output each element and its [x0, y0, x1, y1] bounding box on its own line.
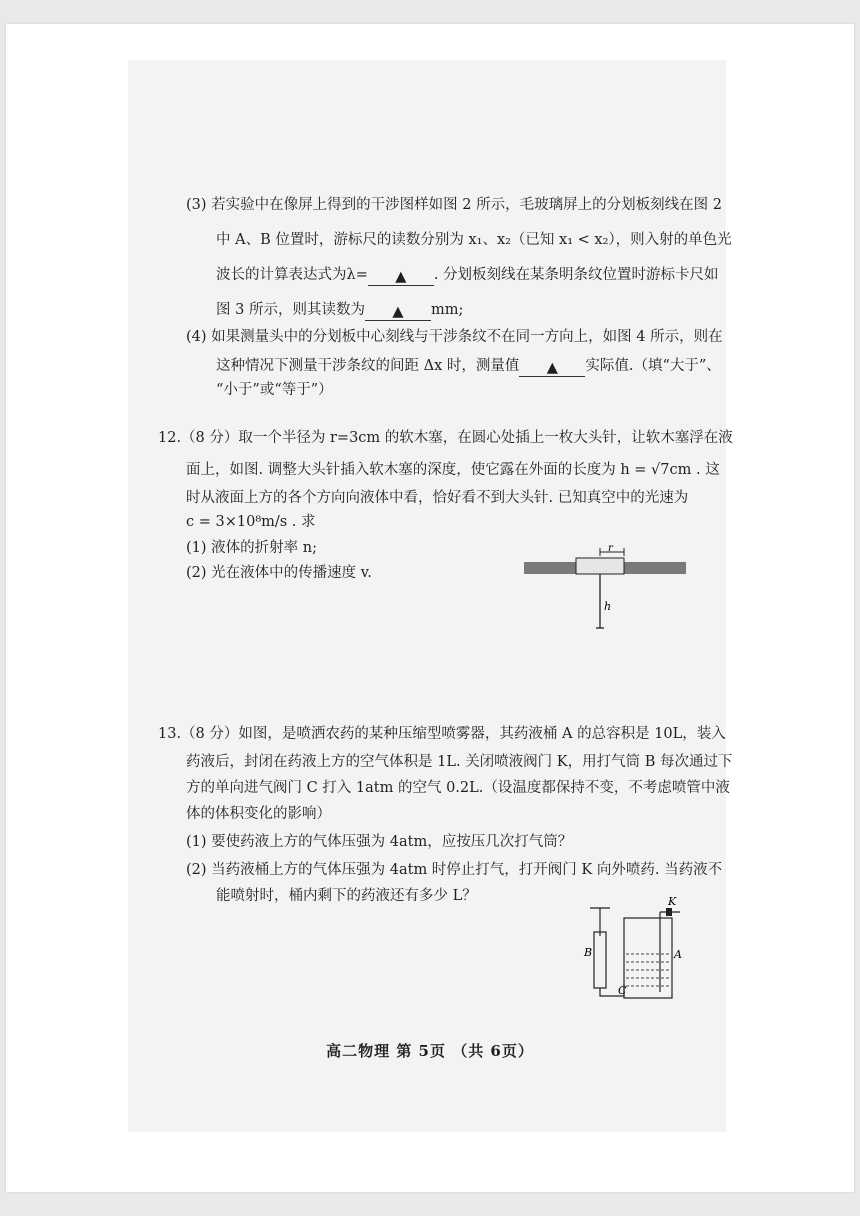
label-K: K [668, 895, 677, 908]
q11-part3-line3 [216, 265, 719, 286]
q12-line4: c = 3×10⁸m/s . 求 [186, 514, 316, 530]
q13-line4: 体的体积变化的影响） [186, 806, 331, 822]
reading-unit: mm; [430, 302, 464, 318]
label-B: B [584, 946, 593, 959]
answer-blank-comparison: ▲ [519, 360, 585, 377]
answer-blank-reading: ▲ [365, 304, 431, 321]
q12-line3: 时从液面上方的各个方向向液体中看，恰好看不到大头针. 已知真空中的光速为 [186, 490, 689, 506]
q11-part4-line2-rest: 实际值.（填“大于”、 [585, 358, 721, 374]
label-C: C [618, 984, 627, 997]
q11-part3-line3-rest: . 分划板刻线在某条明条纹位置时游标卡尺如 [433, 267, 719, 283]
q12-subquestion-1: (1) 液体的折射率 n; [186, 540, 317, 556]
q11-part3-line1: (3) 若实验中在像屏上得到的干涉图样如图 2 所示，毛玻璃屏上的分划板刻线在图 2 [186, 197, 722, 213]
page-footer: 高二物理 第 5页 （共 6页） [326, 1042, 534, 1060]
q12-line1: 12.（8 分）取一个半径为 r=3cm 的软木塞，在圆心处插上一枚大头针，让软木塞浮在液 [158, 430, 733, 446]
q11-part4-line3: “小于”或“等于”） [216, 382, 333, 398]
answer-blank-wavelength: ▲ [368, 269, 434, 286]
radius-label: r [608, 543, 613, 554]
sprayer-figure [584, 896, 694, 1008]
q13-line1: 13.（8 分）如图，是喷洒农药的某种压缩型喷雾器，其药液桶 A 的总容积是 10L，装入 [158, 726, 726, 742]
q11-part3-line2: 中 A、B 位置时，游标尺的读数分别为 x₁、x₂（已知 x₁ < x₂），则入射的单色光 [216, 232, 732, 248]
q12-line2: 面上，如图. 调整大头针插入软木塞的深度，使它露在外面的长度为 h = √7cm . 这 [186, 462, 720, 478]
q13-subquestion-1: (1) 要使药液上方的气体压强为 4atm，应按压几次打气筒？ [186, 834, 573, 850]
measured-value-label: 这种情况下测量干涉条纹的间距 Δx 时，测量值 [216, 358, 520, 374]
q12-subquestion-2: (2) 光在液体中的传播速度 v. [186, 565, 372, 581]
q13-subquestion-2-line2: 能喷射时，桶内剩下的药液还有多少 L？ [216, 888, 477, 904]
q11-part4-line1: (4) 如果测量头中的分划板中心刻线与干涉条纹不在同一方向上，如图 4 所示，则在 [186, 329, 723, 345]
q11-part3-line4 [216, 300, 463, 321]
label-A: A [674, 948, 682, 961]
q13-line3: 方的单向进气阀门 C 打入 1atm 的空气 0.2L.（设温度都保持不变，不考虑喷管中液 [186, 780, 730, 796]
wavelength-expression-label: 波长的计算表达式为λ= [216, 267, 368, 283]
cork-pin-figure [520, 543, 690, 638]
q13-line2: 药液后，封闭在药液上方的空气体积是 1L. 关闭喷液阀门 K，用打气筒 B 每次通过下 [186, 754, 733, 770]
q13-subquestion-2-line1: (2) 当药液桶上方的气体压强为 4atm 时停止打气，打开阀门 K 向外喷药. 当药液不 [186, 862, 723, 878]
cork [576, 558, 624, 574]
pump-cylinder-B [594, 932, 606, 988]
q11-part4-line2 [216, 356, 721, 377]
valve-K [666, 908, 672, 916]
reading-label: 图 3 所示，则其读数为 [216, 302, 365, 318]
pin-length-label: h [604, 600, 612, 613]
